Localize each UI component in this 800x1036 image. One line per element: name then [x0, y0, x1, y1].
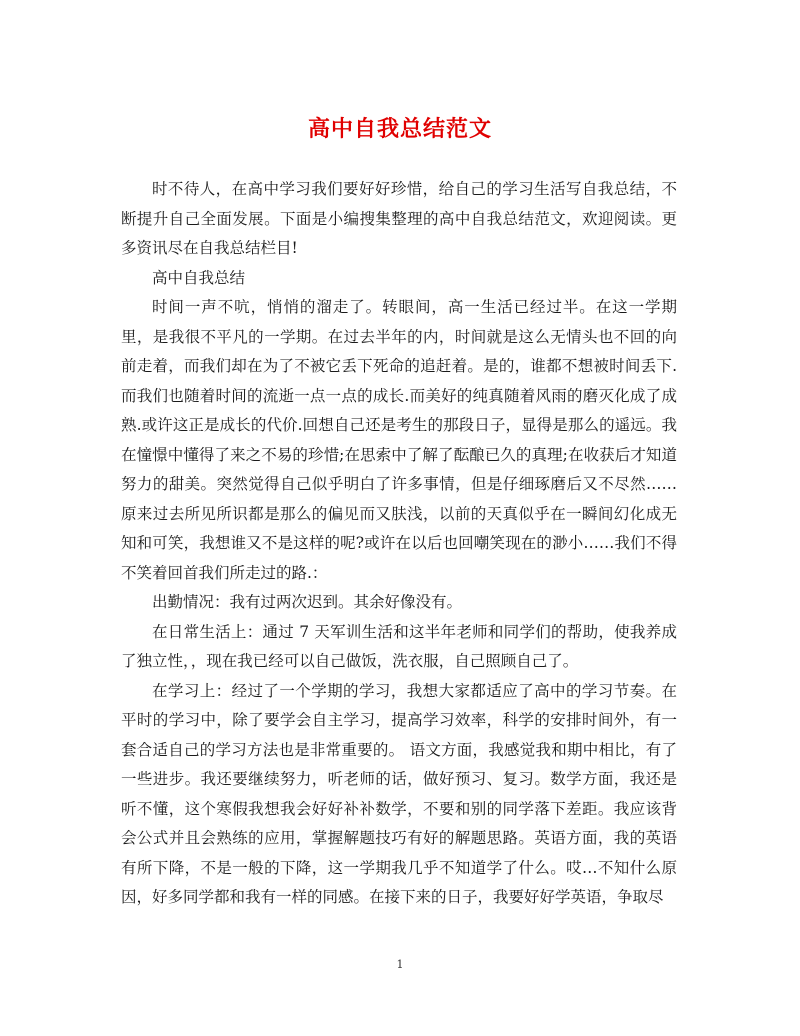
- attendance-paragraph: 出勤情况：我有过两次迟到。其余好像没有。: [152, 593, 463, 611]
- daily-life-paragraph: 在日常生活上：通过 7 天军训生活和这半年老师和同学们的帮助，使我养成了独立性，，现在我已经可以自己做饭，洗衣服，自己照顾自己了。: [121, 622, 677, 670]
- intro-paragraph: 时不待人，在高中学习我们要好好珍惜，给自己的学习生活写自我总结，不断提升自己全面发展。下面是小编搜集整理的高中自我总结范文，欢迎阅读。更多资讯尽在自我总结栏目!: [121, 180, 677, 257]
- page-number: 1: [396, 958, 404, 971]
- document-body: [121, 175, 677, 913]
- section-heading: 高中自我总结: [152, 268, 246, 287]
- reflection-paragraph: 时间一声不吭，悄悄的溜走了。转眼间，高一生活已经过半。在这一学期里，是我很不平凡的一学期。在过去半年的内，时间就是这么无情头也不回的向前走着，而我们却在为了不被它丢下死命的追赶着。是的，谁都不想被时间丢下.而我们也随着时间的流逝一点一点的成长.而美好的纯真随着风雨的磨灭化成了成熟.或许这正是成长的代价.回想自己还是考生的那段日子，显得是那么的遥远。我在憧憬中懂得了来之不易的珍惜;在思索中了解了酝酿已久的真理;在收获后才知道努力的甜美。突然觉得自己似乎明白了许多事情，但是仔细琢磨后又不尽然……原来过去所见所识都是那么的偏见而又肤浅，以前的天真似乎在一瞬间幻化成无知和可笑，我想谁又不是这样的呢?或许在以后也回嘲笑现在的渺小……我们不得不笑着回首我们所走过的路.：: [121, 298, 677, 582]
- study-paragraph: 在学习上：经过了一个学期的学习，我想大家都适应了高中的学习节奏。在平时的学习中，除了要学会自主学习，提高学习效率，科学的安排时间外，有一套合适自己的学习方法也是非常重要的。 语文方面，我感觉我和期中相比，有了一些进步。我还要继续努力，听老师的话，做好预习、复习。数学方面，我还是听不懂，这个寒假我想我会好好补补数学，不要和别的同学落下差距。我应该背会公式并且会熟练的应用，掌握解题技巧有好的解题思路。英语方面，我的英语有所下降，不是一般的下降，这一学期我几乎不知道学了什么。哎…不知什么原因，好多同学都和我有一样的同感。在接下来的日子，我要好好学英语，争取尽: [121, 681, 677, 906]
- page-title: 高中自我总结范文: [307, 116, 492, 142]
